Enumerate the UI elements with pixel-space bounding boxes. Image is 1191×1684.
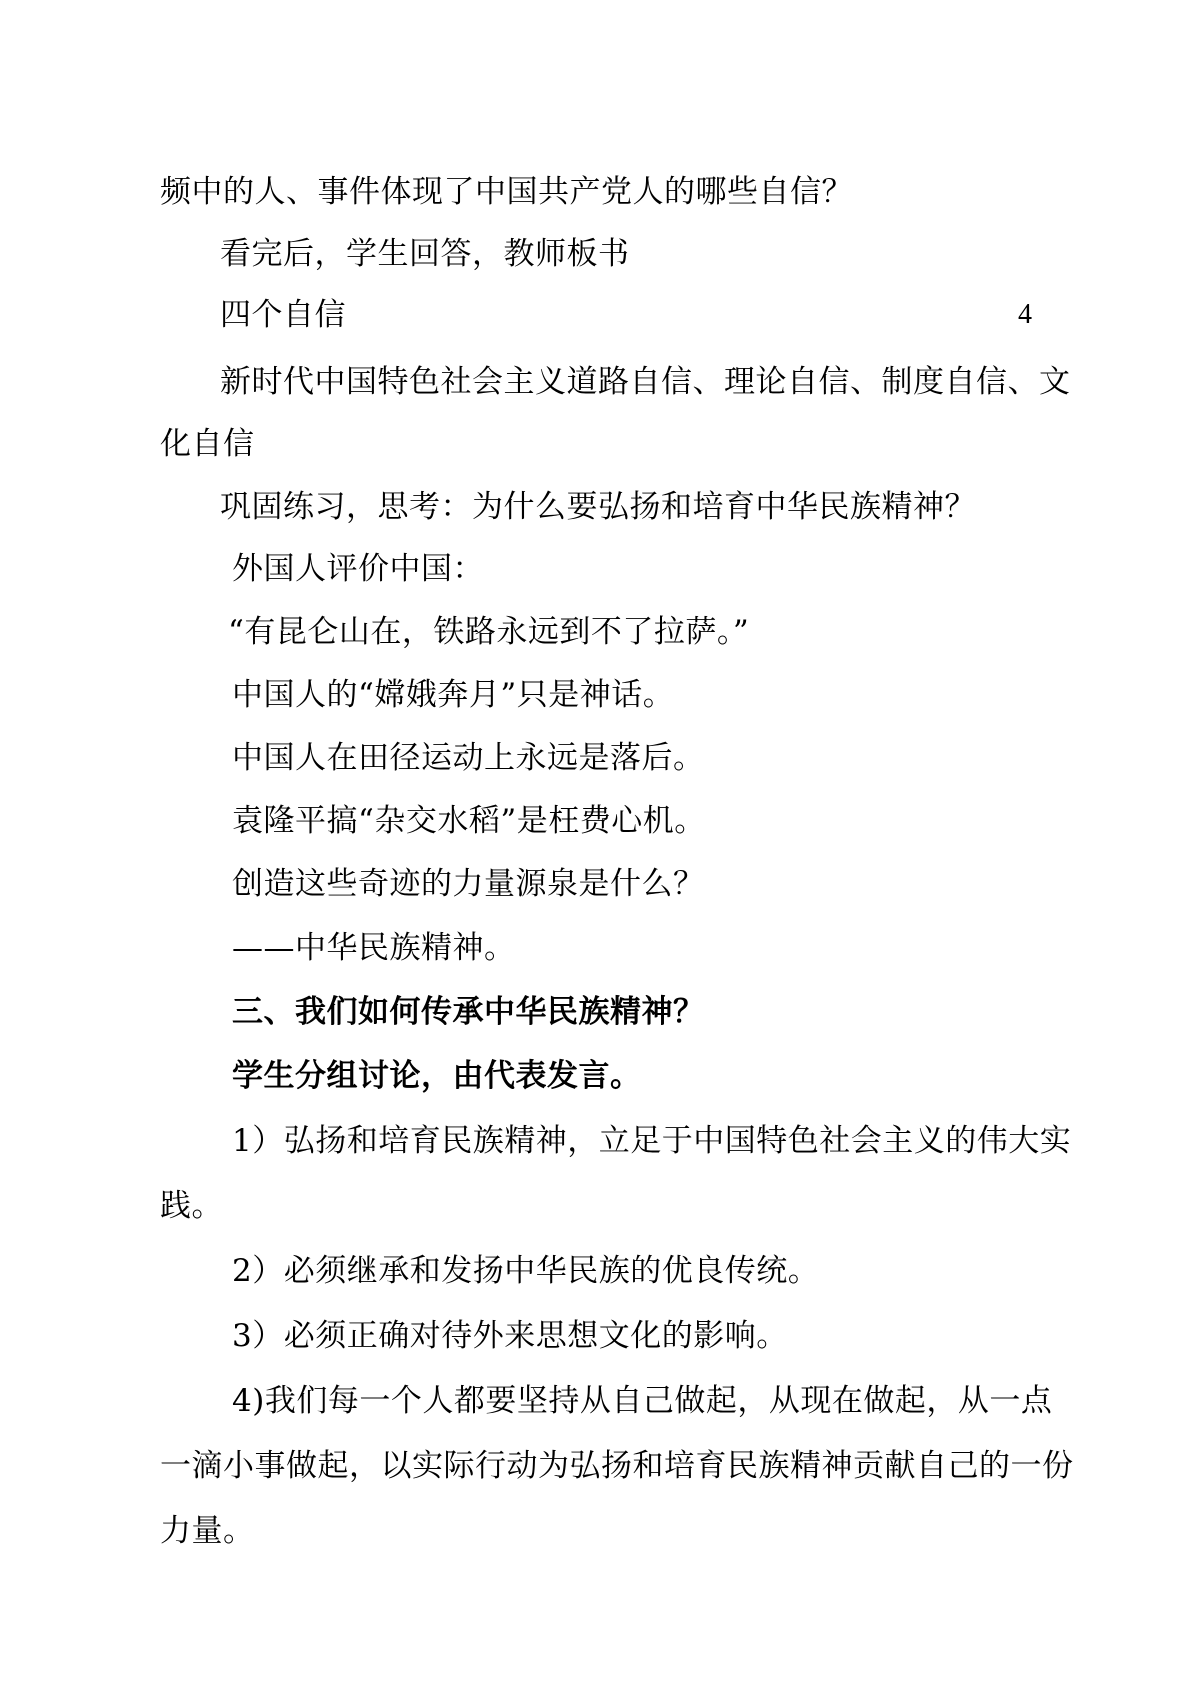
body-text-line: 创造这些奇迹的力量源泉是什么？ xyxy=(232,866,705,902)
body-text-line: 频中的人、事件体现了中国共产党人的哪些自信？ xyxy=(160,174,853,210)
body-text-line: 新时代中国特色社会主义道路自信、理论自信、制度自信、文 xyxy=(220,364,1071,400)
body-text-line: 中国人的“嫦娥奔月”只是神话。 xyxy=(232,677,675,713)
list-item-line: 3）必须正确对待外来思想文化的影响。 xyxy=(232,1318,788,1354)
quote-line: “有昆仑山在，铁路永远到不了拉萨。” xyxy=(228,614,750,650)
body-text-line: 四个自信 xyxy=(220,297,346,333)
section-heading: 三、我们如何传承中华民族精神？ xyxy=(232,994,705,1030)
list-item-line: 4)我们每一个人都要坚持从自己做起，从现在做起，从一点 xyxy=(232,1383,1053,1419)
list-item-continuation: 力量。 xyxy=(160,1513,255,1549)
body-text-line: 看完后，学生回答，教师板书 xyxy=(220,236,630,272)
list-item-line: 2）必须继承和发扬中华民族的优良传统。 xyxy=(232,1253,820,1289)
bold-text-line: 学生分组讨论，由代表发言。 xyxy=(232,1058,642,1094)
page-number: 4 xyxy=(1018,299,1032,330)
body-text-line: 化自信 xyxy=(160,426,255,462)
body-text-line: ——中华民族精神。 xyxy=(232,930,516,966)
body-text-line: 外国人评价中国： xyxy=(232,551,484,587)
list-item-continuation: 践。 xyxy=(160,1188,223,1224)
body-text-line: 中国人在田径运动上永远是落后。 xyxy=(232,740,705,776)
body-text-line: 袁隆平搞“杂交水稻”是枉费心机。 xyxy=(232,803,706,839)
body-text-line: 巩固练习，思考：为什么要弘扬和培育中华民族精神？ xyxy=(220,489,976,525)
list-item-line: 1）弘扬和培育民族精神，立足于中国特色社会主义的伟大实 xyxy=(232,1123,1072,1159)
list-item-continuation: 一滴小事做起，以实际行动为弘扬和培育民族精神贡献自己的一份 xyxy=(160,1448,1074,1484)
